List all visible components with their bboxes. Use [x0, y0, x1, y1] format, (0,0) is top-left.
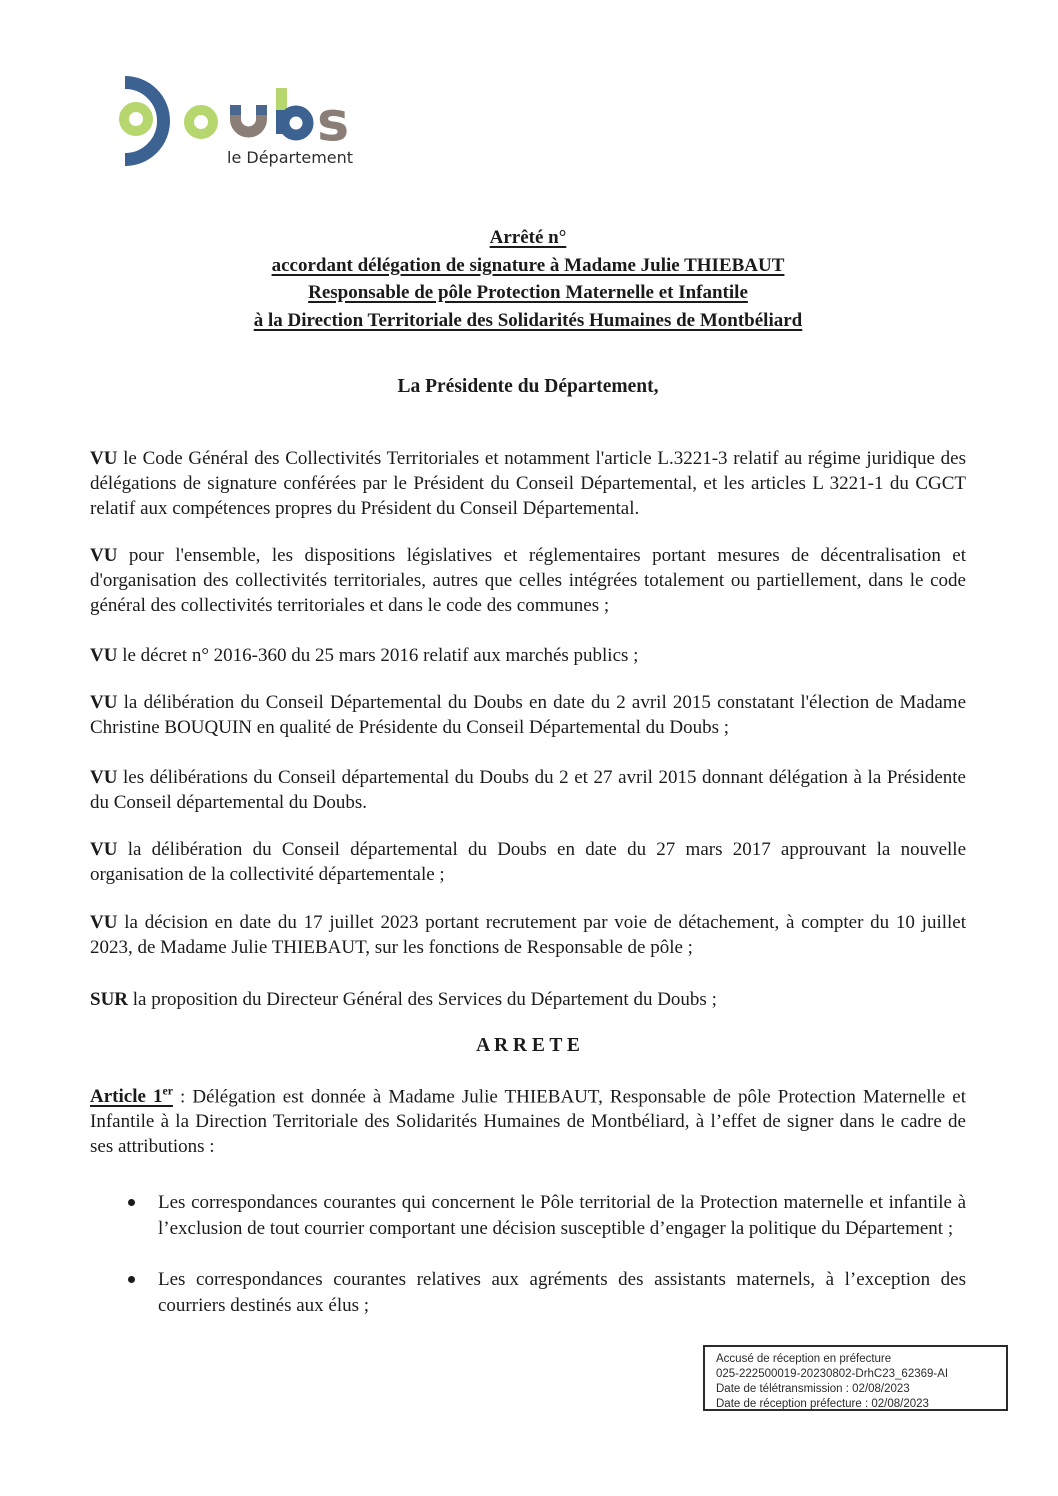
- recital-text: la décision en date du 17 juillet 2023 portant recrutement par voie de détachement, à compter du 10 juillet 2023, de Madame Julie THIEBAUT, sur les fonctions de Responsable de pôle ;: [90, 912, 966, 958]
- article-1-label-text: Article 1: [90, 1086, 163, 1108]
- stamp-line-1: Accusé de réception en préfecture: [716, 1353, 892, 1365]
- title-line-3: Responsable de pôle Protection Maternelle et Infantile: [308, 282, 748, 303]
- recital-text: le Code Général des Collectivités Territoriales et notamment l'article L.3221-3 relatif au régime juridique des délégations de signature conférées par le Président du Conseil Départemental, et les articles L 3221-1 du CGCT relatif aux compétences propres du Président du Conseil Départemental.: [90, 448, 966, 519]
- title-line-2: accordant délégation de signature à Madame Julie THIEBAUT: [271, 254, 785, 276]
- stamp-line-4: Date de réception préfecture : 02/08/2023: [716, 1398, 929, 1410]
- recital-text: la délibération du Conseil Départemental du Doubs en date du 2 avril 2015 constatant l'élection de Madame Christine BOUQUIN en qualité de Présidente du Conseil Départemental du Doubs ;: [90, 692, 967, 738]
- recital-text: la délibération du Conseil départemental du Doubs en date du 27 mars 2017 approuvant la nouvelle organisation de la collectivité départementale ;: [90, 839, 966, 885]
- recital-keyword: SUR: [90, 989, 129, 1010]
- logo-tagline: le Département: [227, 148, 354, 167]
- document-body: [90, 0, 966, 1319]
- recital-vu-7: [90, 910, 966, 960]
- recital-keyword: VU: [90, 645, 118, 666]
- document-title: [90, 224, 966, 334]
- recital-keyword: VU: [90, 912, 118, 933]
- bullet-text: Les correspondances courantes relatives aux agréments des assistants maternels, à l’exception des courriers destinés aux élus ;: [158, 1269, 966, 1317]
- recital-vu-4: [90, 690, 966, 740]
- bullet-item-2: [90, 1267, 966, 1319]
- recital-vu-5: [90, 765, 966, 815]
- recital-keyword: VU: [90, 692, 118, 713]
- recital-vu-1: [90, 446, 966, 521]
- bullet-text: Les correspondances courantes qui concernent le Pôle territorial de la Protection maternelle et infantile à l’exclusion de tout courrier comportant une décision susceptible d’engager la politique du Département ;: [158, 1192, 966, 1240]
- recital-keyword: VU: [90, 545, 118, 566]
- stamp-line-2: 025-222500019-20230802-DrhC23_62369-AI: [716, 1368, 949, 1380]
- article-1-separator: :: [172, 1086, 193, 1108]
- bullet-icon: [128, 1276, 135, 1283]
- recital-vu-3: [90, 643, 966, 668]
- decree-heading: A R R E T E: [476, 1035, 580, 1056]
- article-1: [90, 1079, 966, 1159]
- article-1-text: Délégation est donnée à Madame Julie THIEBAUT, Responsable de pôle Protection Maternelle et Infantile à la Direction Territoriale des Solidarités Humaines de Montbéliard, à l’effet de signer dans le cadre de ses attributions :: [90, 1086, 967, 1158]
- recital-text: pour l'ensemble, les dispositions législatives et réglementaires portant mesures de décentralisation et d'organisation des collectivités territoriales, autres que celles intégrées totalement ou partiellement, dans le code général des collectivités territoriales et dans le code des communes ;: [90, 545, 966, 616]
- recital-vu-2: [90, 543, 966, 618]
- recital-sur: [90, 987, 966, 1012]
- recital-keyword: VU: [90, 767, 118, 788]
- recital-text: la proposition du Directeur Général des Services du Département du Doubs ;: [132, 989, 717, 1010]
- recital-vu-6: [90, 837, 966, 887]
- bullet-icon: [128, 1199, 135, 1206]
- title-line-1: Arrêté n°: [489, 227, 567, 248]
- recital-keyword: VU: [90, 448, 118, 469]
- article-1-label: [90, 1086, 173, 1107]
- recital-text: le décret n° 2016-360 du 25 mars 2016 relatif aux marchés publics ;: [122, 645, 639, 666]
- prefecture-receipt-stamp: [703, 1345, 1008, 1411]
- recital-keyword: VU: [90, 839, 118, 860]
- bullet-item-1: [90, 1190, 966, 1242]
- stamp-line-3: Date de télétransmission : 02/08/2023: [716, 1383, 910, 1395]
- salutation: La Présidente du Département,: [397, 376, 659, 397]
- title-line-4: à la Direction Territoriale des Solidarités Humaines de Montbéliard: [253, 309, 803, 331]
- recital-text: les délibérations du Conseil départemental du Doubs du 2 et 27 avril 2015 donnant délégation à la Présidente du Conseil départemental du Doubs.: [90, 767, 966, 813]
- logo-letter-s: s: [317, 90, 350, 153]
- article-1-superscript: er: [162, 1085, 173, 1098]
